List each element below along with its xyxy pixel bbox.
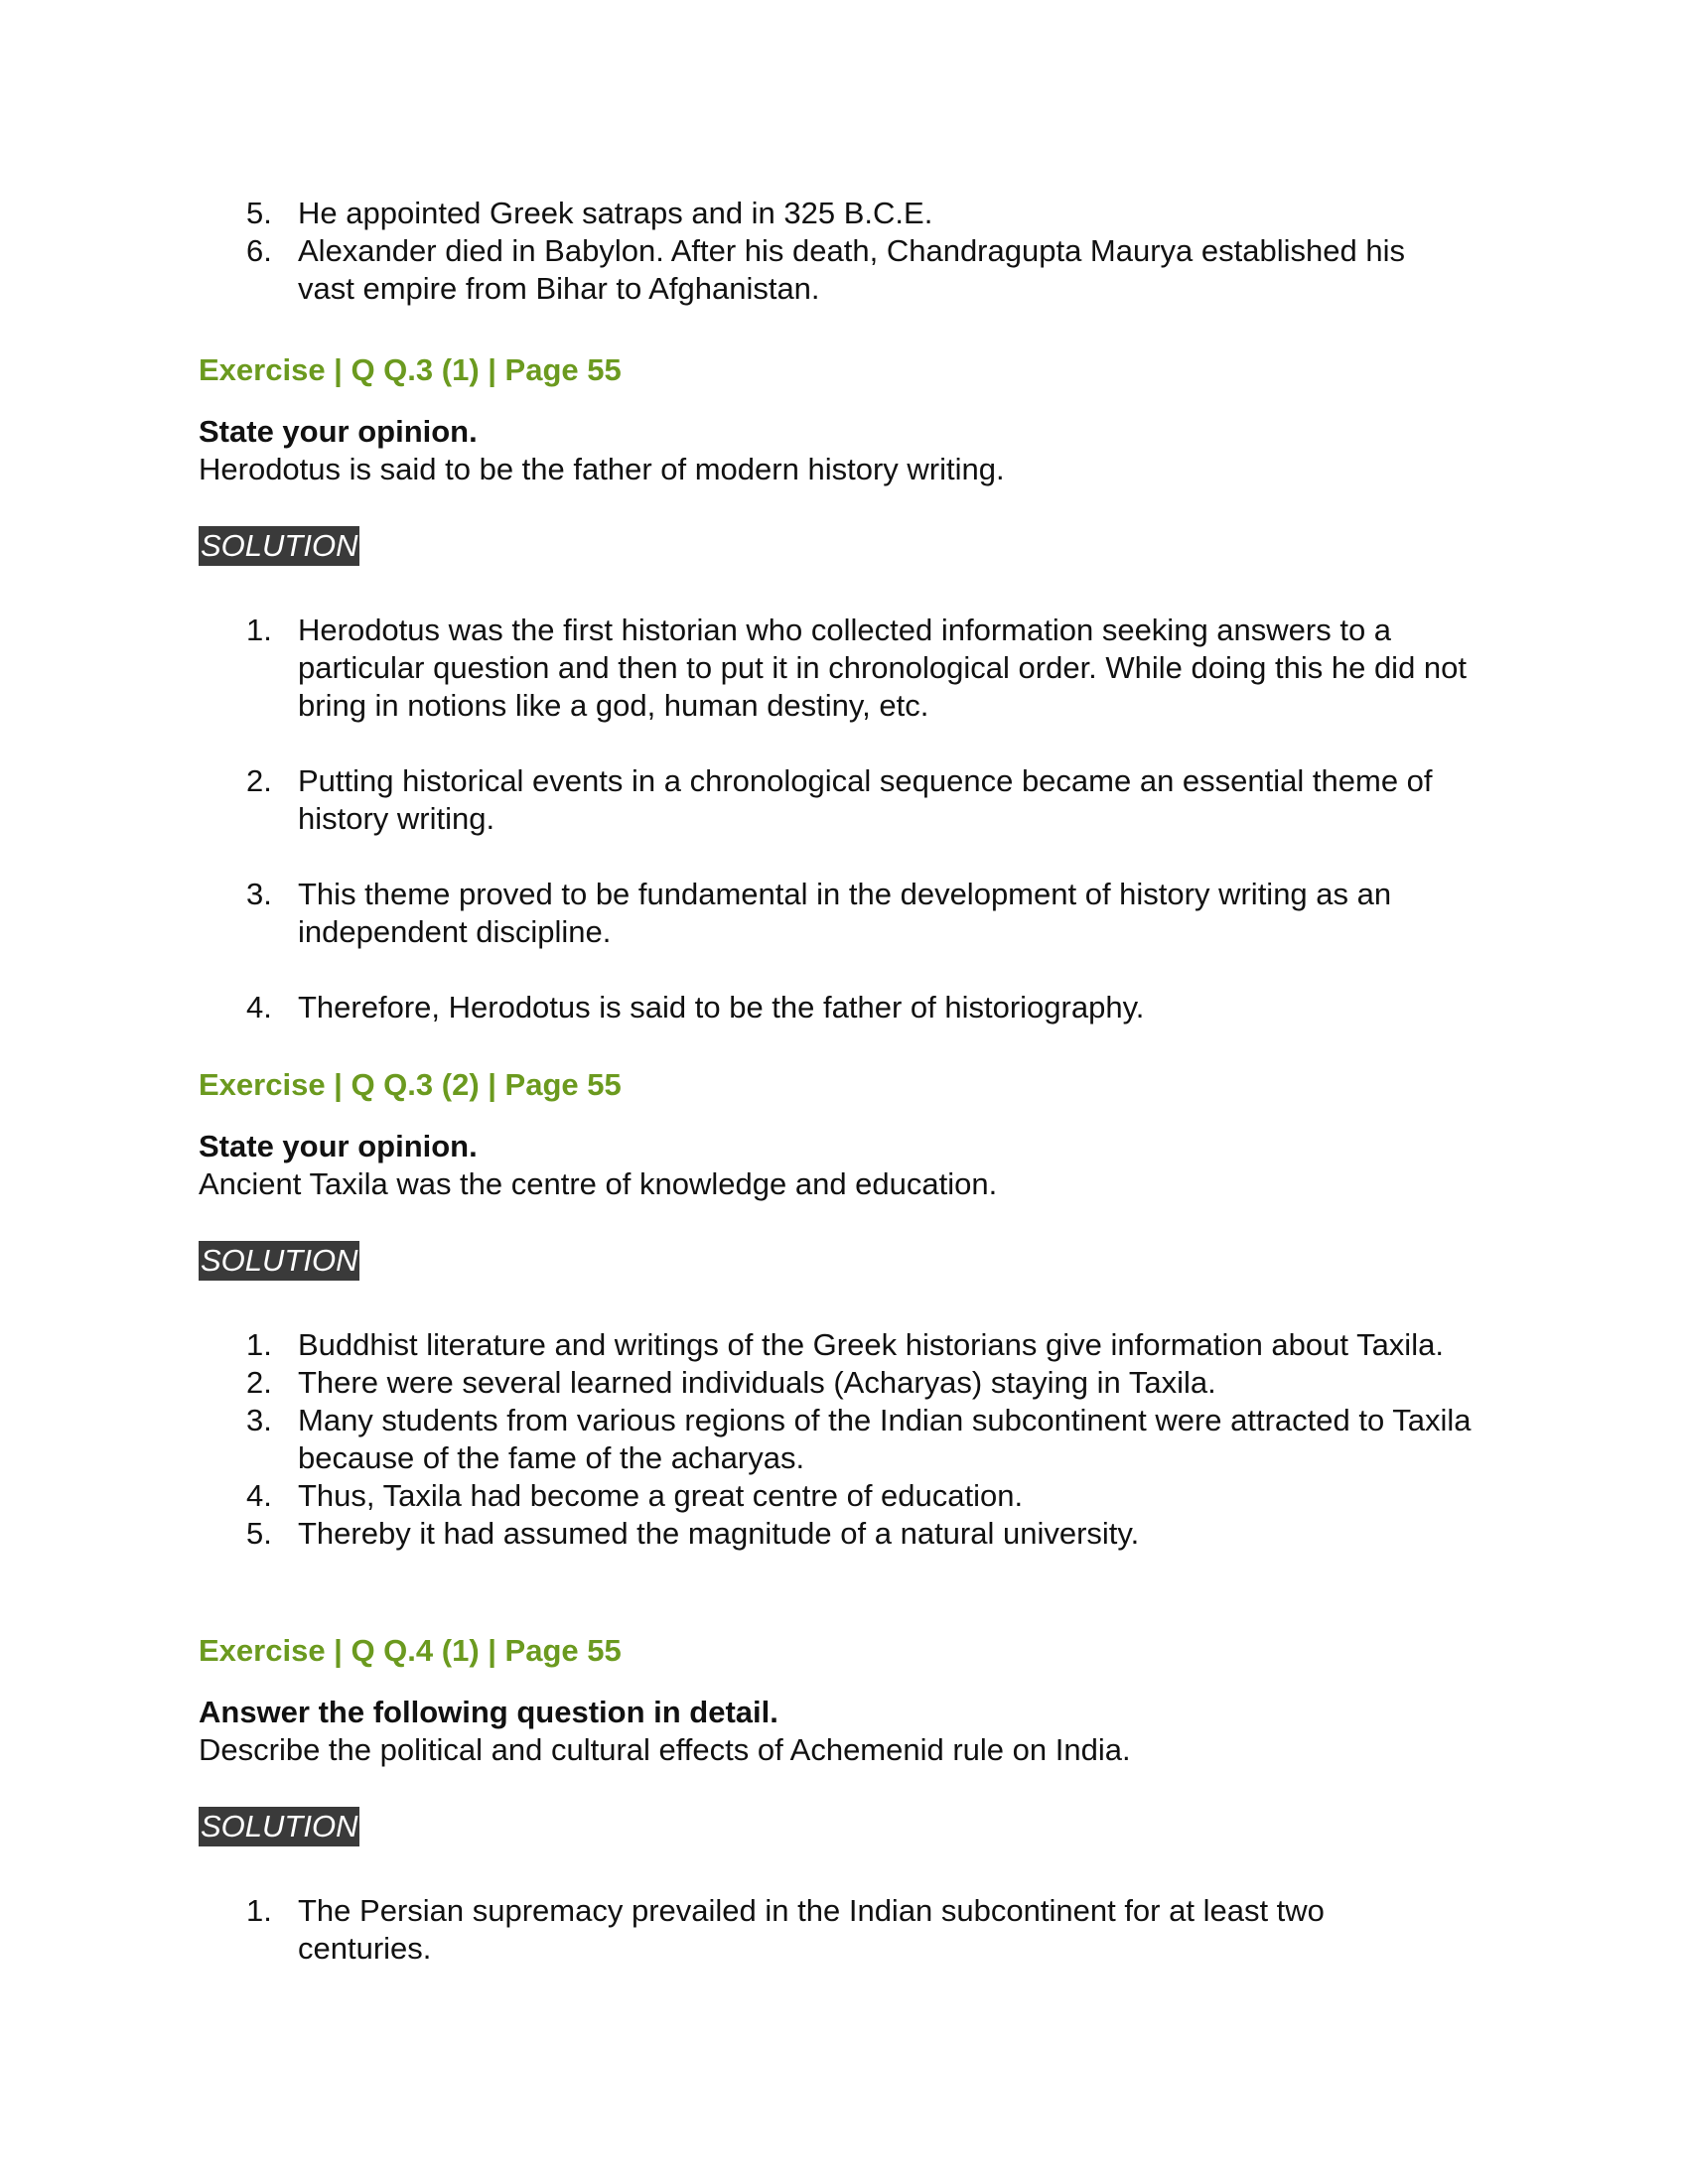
list-item: 3. This theme proved to be fundamental in the development of history writing as an independent discipline. (246, 877, 1392, 949)
list-item: 1. Buddhist literature and writings of the Greek historians give information about Taxila. (246, 1327, 1444, 1362)
exercise-heading: Exercise | Q Q.4 (1) | Page 55 (199, 1633, 622, 1668)
question-text: Ancient Taxila was the centre of knowledge and education. (199, 1166, 998, 1201)
list-item: 2. There were several learned individuals (Acharyas) staying in Taxila. (246, 1365, 1216, 1400)
list-item: 1. Herodotus was the first historian who collected information seeking answers to a particular question and then to put it in chronological order. While doing this he did not bring in notions like a god, human destiny, etc. (246, 613, 1468, 723)
solution-list (199, 1892, 1509, 1968)
continued-list (199, 195, 1509, 308)
list-item: 6. Alexander died in Babylon. After his death, Chandragupta Maurya established his vast empire from Bihar to Afghanistan. (246, 233, 1405, 306)
exercise-heading: Exercise | Q Q.3 (2) | Page 55 (199, 1067, 622, 1102)
question-prompt: State your opinion. (199, 1129, 478, 1163)
solution-label-wrap (199, 1807, 1509, 1846)
list-item: 5. He appointed Greek satraps and in 325 B.C.E. (246, 196, 933, 230)
solution-list (199, 612, 1509, 1024)
solution-label-wrap (199, 1241, 1509, 1281)
list-item: 1. The Persian supremacy prevailed in the Indian subcontinent for at least two centuries. (246, 1893, 1325, 1966)
question-prompt: State your opinion. (199, 414, 478, 449)
list-item: 2. Putting historical events in a chronological sequence became an essential theme of history writing. (246, 763, 1433, 836)
list-item: 5. Thereby it had assumed the magnitude of a natural university. (246, 1516, 1140, 1551)
solution-badge: SOLUTION (199, 526, 359, 566)
solution-badge: SOLUTION (199, 1241, 359, 1281)
list-item: 3. Many students from various regions of the Indian subcontinent were attracted to Taxila because of the fame of the acharyas. (246, 1403, 1472, 1475)
question-text: Herodotus is said to be the father of modern history writing. (199, 452, 1005, 486)
list-item: 4. Therefore, Herodotus is said to be the father of historiography. (246, 990, 1145, 1024)
list-item: 4. Thus, Taxila had become a great centre of education. (246, 1478, 1024, 1513)
solution-badge: SOLUTION (199, 1807, 359, 1846)
solution-list (199, 1326, 1509, 1553)
exercise-heading: Exercise | Q Q.3 (1) | Page 55 (199, 352, 622, 387)
question-text: Describe the political and cultural effects of Achemenid rule on India. (199, 1732, 1131, 1767)
question-prompt: Answer the following question in detail. (199, 1695, 778, 1729)
solution-label-wrap (199, 526, 1509, 566)
